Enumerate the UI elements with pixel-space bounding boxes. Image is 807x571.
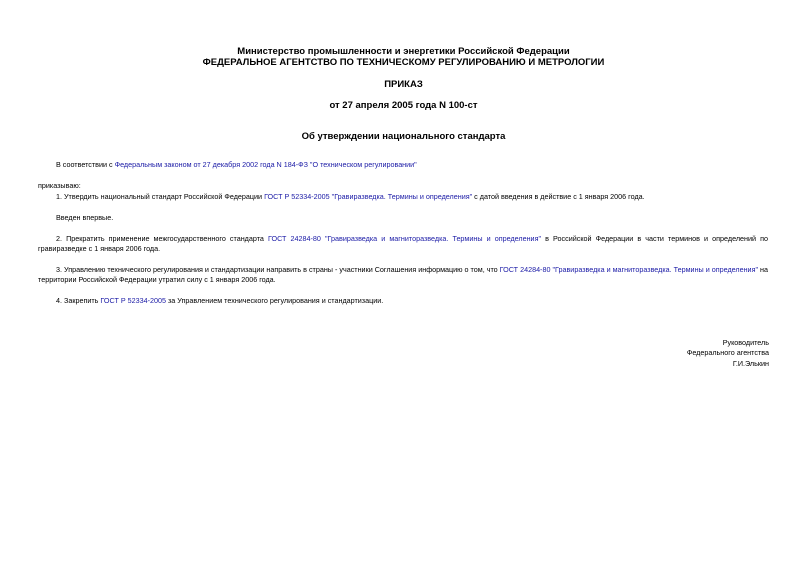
item-2-prefix: 2. Прекратить применение межгосударственного стандарта [56,234,269,243]
order-word: приказываю: [38,181,81,190]
introduced-first-note: Введен впервые. [56,213,114,222]
intro-prefix: В соответствии с [56,160,115,169]
signature-name: Г.И.Элькин [732,359,769,368]
signature-agency: Федерального агентства [686,348,769,357]
gost-r-52334-link-2[interactable]: ГОСТ Р 52334-2005 [100,296,166,305]
doc-title-heading: Об утверждении национального стандарта [301,131,506,142]
intro-paragraph [56,160,776,170]
item-4-prefix: 4. Закрепить [56,296,101,305]
item-2-suffix: в Российской Федерации в части терминов и определений по гравиразведке с 1 января 2006 года. [38,234,768,253]
item-1-suffix: с датой введения в действие с 1 января 2006 года. [472,192,645,201]
item-1-prefix: 1. Утвердить национальный стандарт Российской Федерации [56,192,265,201]
gost-24284-link-2[interactable]: ГОСТ 24284-80 "Гравиразведка и магниторазведка. Термины и определения" [499,265,759,274]
item-4-suffix: за Управлением технического регулирования и стандартизации. [166,296,384,305]
federal-law-link[interactable]: Федеральным законом от 27 декабря 2002 года N 184-ФЗ "О техническом регулировании" [114,160,417,169]
item-4-paragraph [56,296,776,306]
gost-24284-link-1[interactable]: ГОСТ 24284-80 "Гравиразведка и магниторазведка. Термины и определения" [268,234,542,243]
gost-r-52334-link[interactable]: ГОСТ Р 52334-2005 "Гравиразведка. Термины и определения" [264,192,473,201]
doc-date-heading: от 27 апреля 2005 года N 100-ст [329,100,478,111]
item-3-paragraph [38,265,768,285]
signature-title: Руководитель [722,338,769,347]
item-3-prefix: 3. Управлению технического регулирования и стандартизации направить в страны - участники Соглашения информацию о том, что [56,265,500,274]
ministry-heading: Министерство промышленности и энергетики Российской Федерации [237,46,570,57]
doc-type-heading: ПРИКАЗ [384,79,423,90]
item-1-paragraph [56,192,776,202]
agency-heading: ФЕДЕРАЛЬНОЕ АГЕНТСТВО ПО ТЕХНИЧЕСКОМУ РЕГУЛИРОВАНИЮ И МЕТРОЛОГИИ [202,57,605,68]
item-2-paragraph [38,234,768,254]
item-3-suffix: на территории Российской Федерации утратил силу с 1 января 2006 года. [38,265,768,284]
